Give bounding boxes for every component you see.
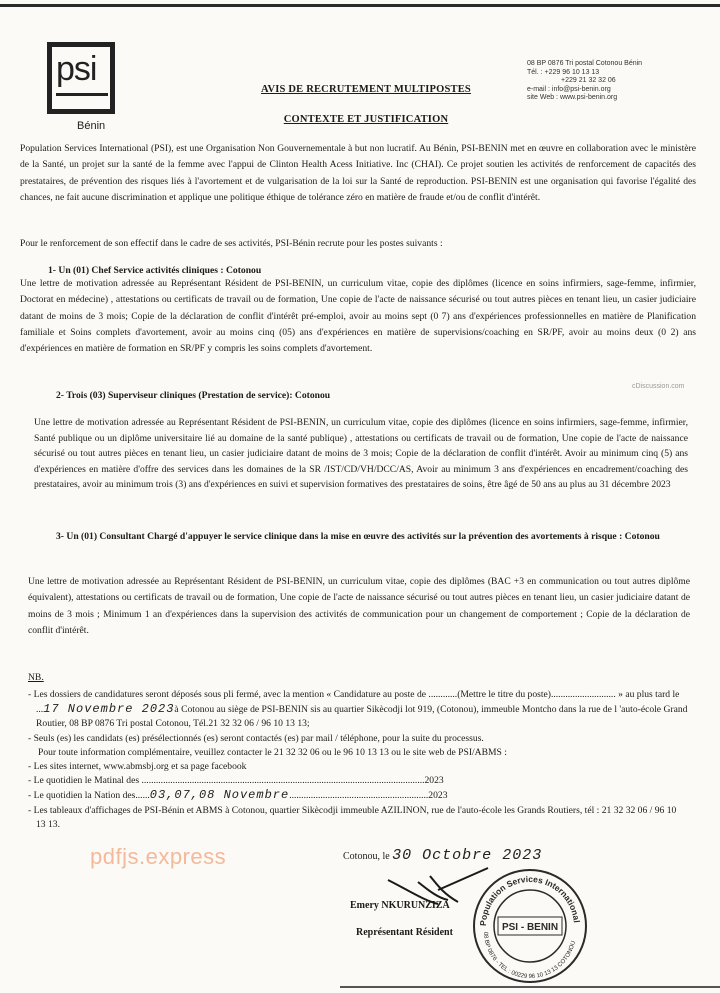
stamp-ring-text: Population Services International <box>477 873 582 927</box>
nation-dates-handwritten: 03,07,08 Novembre <box>149 788 290 803</box>
position-3-heading: 3- Un (01) Consultant Chargé d'appuyer le service clinique dans la mise en œuvre des activités sur la prévention des avortements à risque : Cotonou <box>56 531 660 542</box>
document-title: AVIS DE RECRUTEMENT MULTIPOSTES <box>261 84 471 95</box>
signer-name: Emery NKURUNZIZA <box>350 900 450 911</box>
deposit-date-handwritten: 17 Novembre 2023 <box>43 702 175 717</box>
contact-address: 08 BP 0876 Tri postal Cotonou Bénin <box>527 60 643 67</box>
site-watermark: cDiscussion.com <box>632 383 685 390</box>
logo-country: Bénin <box>77 120 106 132</box>
contact-email: e-mail : info@psi-benin.org <box>527 85 611 93</box>
stamp-center-text: PSI - BENIN <box>501 922 559 933</box>
contact-block <box>527 60 707 103</box>
nb-nation: - Le quotidien la Nation des......03,07,08 Novembre..........................................................2023 <box>28 788 448 803</box>
nb-websites: - Les sites internet, www.abmsbj.org et sa page facebook <box>28 761 247 773</box>
official-stamp <box>470 866 590 986</box>
intro-paragraph: Population Services International (PSI), est une Organisation Non Gouvernementale à but non lucratif. Au Bénin, PSI-BENIN met en œuvre en collaboration avec le ministère de la Santé, un projet sur la santé de la femme avec l'appui de Clinton Health Acess Initiative. Inc (CHAI). Ce projet soutien les activités de renforcement de capacités des prestataires, de prévention des risques liés à l'avortement et de vulgarisation de la loi sur la Santé de reproduction. PSI-BENIN est une organisation qui favorise l'égalité des chances, ne fait aucune discrimination et applique une politique éthique de tolérance zéro en matière de fraude et/ou de conflit d'intérêt. <box>20 143 696 203</box>
signer-title: Représentant Résident <box>356 927 453 938</box>
intro-recruit-line: Pour le renforcement de son effectif dans le cadre de ses activités, PSI-Bénin recrute pour les postes suivants : <box>20 238 443 249</box>
position-1-text: Une lettre de motivation adressée au Représentant Résident de PSI-BENIN, un curriculum vitae, copie des diplômes (licence en soins infirmiers, sage-femme, infirmier, Doctorat en médecine) , attestations ou certificats de travail ou de formation, Une copie de l'acte de naissance sécurisé ou tout autres pièces en tenant lieu, un casier judiciaire datant de moins de 3 mois; Copie de la déclaration de conflit d'intérêt pré-emploi, avoir au moins sept (0 7) ans d'expériences professionnelles en matière de Planification familiale et Soins complets d'avortement, avoir au moins cinq (05) ans d'expériences en matière de supervisions/coaching en SR/PF, avoir au moins deux (0 2) ans d'expériences en matière de formation en SR/PF y compris les soins complets d'avortement. <box>20 278 696 355</box>
psi-logo <box>47 42 115 114</box>
bottom-border <box>340 986 720 988</box>
logo-bar <box>56 93 108 96</box>
stamp-bottom-text: 08 BP 0876 - TEL : 00229 96 10 13 13 COTONOU <box>481 931 578 980</box>
logo-text: psi <box>56 50 97 88</box>
position-1-heading: 1- Un (01) Chef Service activités cliniques : Cotonou <box>48 265 262 276</box>
nb-label: NB. <box>28 672 44 683</box>
nb-deposit: - Les dossiers de candidatures seront déposés sous pli fermé, avec la mention « Candidature au poste de ............(Mettre le titre du poste)........................... » au plus tard le ...17 Novembre 2023à Cotonou au siège de PSI-BENIN sis au quartier Sikècodji lot 919, (Cotonou), immeuble Montcho dans la rue de l 'auto-école Grand Routier, 08 BP 0876 Tri postal Cotonou, Tél.21 32 32 06 / 96 10 13 13; <box>28 689 688 730</box>
place-label: Cotonou, le <box>343 851 390 862</box>
document-subtitle: CONTEXTE ET JUSTIFICATION <box>283 114 449 125</box>
nb-info: Pour toute information complémentaire, veuillez contacter le 21 32 32 06 ou le 96 10 13 13 ou le site web de PSI/ABMS : <box>38 746 507 758</box>
contact-phone-1: Tél. : +229 96 10 13 13 <box>527 68 600 76</box>
contact-phone-2: +229 21 32 32 06 <box>561 77 616 85</box>
contact-website: site Web : www.psi-benin.org <box>527 94 618 102</box>
pdfjs-watermark: pdfjs.express <box>90 844 227 869</box>
nb-list <box>28 688 688 832</box>
nb-boards: - Les tableaux d'affichages de PSI-Bénin et ABMS à Cotonou, quartier Sikècodji immeuble AZILINON, rue de l'auto-école les Grands Routiers, tél : 21 32 32 06 / 96 10 13 13. <box>28 804 677 830</box>
position-2-heading: 2- Trois (03) Superviseur cliniques (Prestation de service): Cotonou <box>56 390 331 401</box>
nb-matinal: - Le quotidien le Matinal des ......................................................................................................................2023 <box>28 775 444 787</box>
position-2-text: Une lettre de motivation adressée au Représentant Résident de PSI-BENIN, un curriculum vitae, copie des diplômes (licence en soins infirmiers, sage-femme, infirmier, Santé publique ou un diplôme universitaire lié au domaine de la santé publique) , attestations ou certificats de travail ou de formation, Une copie de l'acte de naissance sécurisé ou tout autres pièces en tenant lieu, un casier judiciaire datant de moins de 3 mois; Copie de la déclaration de conflit d'intérêt. Avoir au minimum cinq (5) ans d'expériences en matière d'offre des services dans les domaines de la SR /IST/CD/VH/DCC/AS, Avoir au minimum 3 ans d'expériences en encadrement/coaching des prestataires, avoir au minimum trois (3) ans d'expériences en suivi et supervision formatives des prestataires de soins, être âgé de 50 ans au plus au 31 décembre 2023 <box>34 417 688 491</box>
top-border <box>0 4 720 7</box>
nb-contacted: - Seuls (es) les candidats (es) présélectionnés (es) seront contactés (es) par mail / téléphone, pour la suite du processus. <box>28 732 484 744</box>
date-handwritten: 30 Octobre 2023 <box>392 847 543 864</box>
position-3-text: Une lettre de motivation adressée au Représentant Résident de PSI-BENIN, un curriculum vitae, copie des diplômes (BAC +3 en communication ou tout autres diplôme équivalent), attestations ou certificats de travail ou de formation, Une copie de l'acte de naissance sécurisé ou tout autres pièces en tenant lieu, un casier judiciaire datant de moins de 3 mois ; Minimum 1 an d'expériences dans la supervision des activités de communication pour un changement de comportement ; Copie de la déclaration de conflit d'intérêt. <box>28 576 690 636</box>
